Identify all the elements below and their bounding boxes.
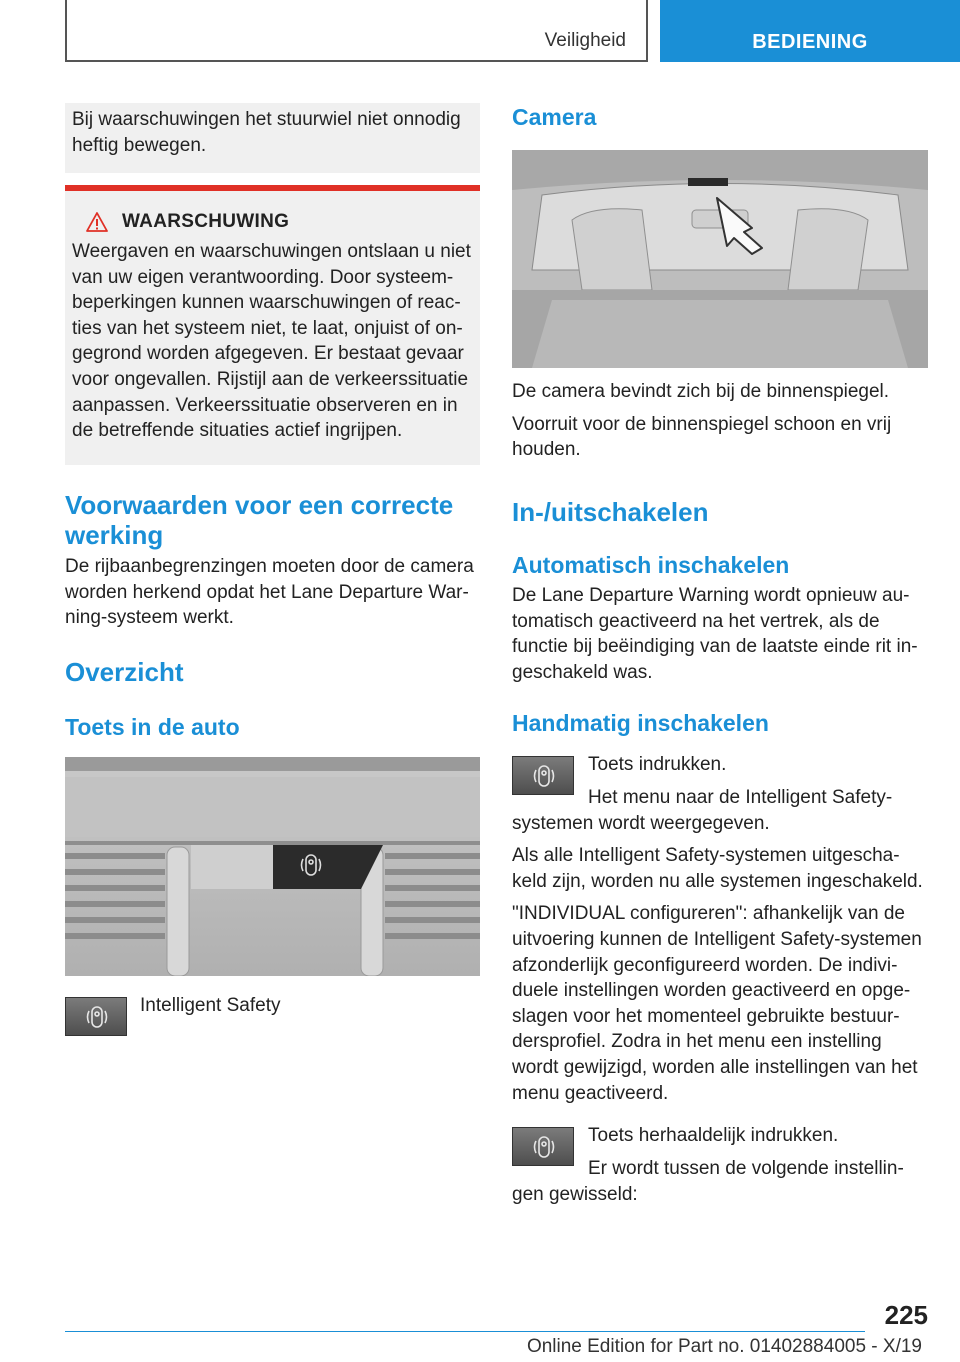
camera-text-block [512, 379, 928, 463]
camera-text-1: De camera bevindt zich bij de binnenspiegel. [512, 381, 890, 402]
header-chapter-tab [660, 0, 960, 62]
intelligent-safety-icon [533, 765, 555, 787]
header-chapter-label: BEDIENING [752, 31, 868, 53]
dashboard-illustration [65, 757, 480, 976]
note-box [65, 103, 480, 173]
intelligent-safety-icon [86, 1006, 108, 1028]
warning-triangle-icon [86, 212, 108, 232]
manual-step-1: Toets indrukken. [588, 754, 727, 775]
dashboard-button-image [65, 757, 480, 976]
camera-heading: Camera [512, 104, 597, 130]
auto-text: De Lane Departure Warning wordt opnieuw au-tomatisch geactiveerd na het vertrek, als de functie bij beëindiging van de laatste einde rit in-geschakeld was. [512, 585, 918, 683]
button-heading: Toets in de auto [65, 714, 240, 740]
camera-section [512, 103, 928, 131]
overview-heading: Overzicht [65, 657, 184, 687]
warning-text: Weergaven en waarschuwingen ontslaan u niet van uw eigen verantwoording. Door systeem-beperkingen kunnen waarschuwingen of reac-ties van het systeem niet, te laat, onjuist of on-gegrond worden afgegeven. Er bestaat gevaar voor ongevallen. Rijstijl aan de verkeerssituatie aanpassen. Verkeerssituatie observeren en in de betreffende situaties actief ingrijpen. [72, 241, 471, 442]
camera-location-image [512, 150, 928, 368]
footer-edition: Online Edition for Part no. 01402884005 - X/19 [526, 1336, 922, 1357]
manual-text-3: "INDIVIDUAL configureren": afhankelijk van de uitvoering kunnen de Intelligent Safety-systemen afzonderlijk geconfigureerd worden. De indivi-duele instellingen worden geactiveerd en opge-slagen voor het momenteel gebruikte bestuur-dersprofiel. Zodra in het menu een instelling wordt gewijzigd, worden alle instellingen van het menu geactiveerd. [512, 903, 922, 1104]
car-interior-illustration [512, 150, 928, 368]
camera-text-2: Voorruit voor de binnenspiegel schoon en vrij houden. [512, 413, 892, 461]
button-label-block [140, 993, 480, 1019]
intelligent-safety-icon [533, 1136, 555, 1158]
note-text: Bij waarschuwingen het stuurwiel niet onnodig heftig bewegen. [72, 109, 461, 156]
warning-box [65, 185, 480, 465]
manual-step-1-block [588, 752, 928, 778]
button-section [65, 713, 480, 741]
conditions-section [65, 490, 480, 631]
onoff-heading: In-/uitschakelen [512, 497, 709, 527]
manual-heading: Handmatig inschakelen [512, 710, 769, 737]
manual-step-2: Toets herhaaldelijk indrukken. [588, 1125, 839, 1146]
overview-section [65, 657, 480, 687]
header-section-title: Veiligheid [544, 30, 626, 51]
manual-result-2: Er wordt tussen de volgende instellin-gen gewisseld: [512, 1158, 904, 1205]
intelligent-safety-label: Intelligent Safety [140, 995, 281, 1016]
manual-step-2-block [588, 1123, 928, 1149]
onoff-section [512, 497, 928, 737]
footer-divider [65, 1331, 865, 1332]
auto-heading: Automatisch inschakelen [512, 552, 790, 578]
manual-result-1-block [512, 785, 928, 1106]
intelligent-safety-button-icon [65, 997, 127, 1036]
conditions-text: De rijbaanbegrenzingen moeten door de camera worden herkend opdat het Lane Departure War-ning-systeem werkt. [65, 556, 474, 629]
conditions-heading: Voorwaarden voor een correcte werking [65, 490, 454, 550]
manual-result-2-block [512, 1156, 928, 1207]
warning-heading [72, 211, 473, 233]
manual-text-2: Als alle Intelligent Safety-systemen uitgescha-keld zijn, worden nu alle systemen ingeschakeld. [512, 845, 923, 892]
manual-result-1: Het menu naar de Intelligent Safety-systemen wordt weergegeven. [512, 787, 893, 834]
header-section-box [65, 0, 648, 62]
page-number: 225 [884, 1300, 928, 1330]
warning-title: WAARSCHUWING [122, 211, 290, 232]
